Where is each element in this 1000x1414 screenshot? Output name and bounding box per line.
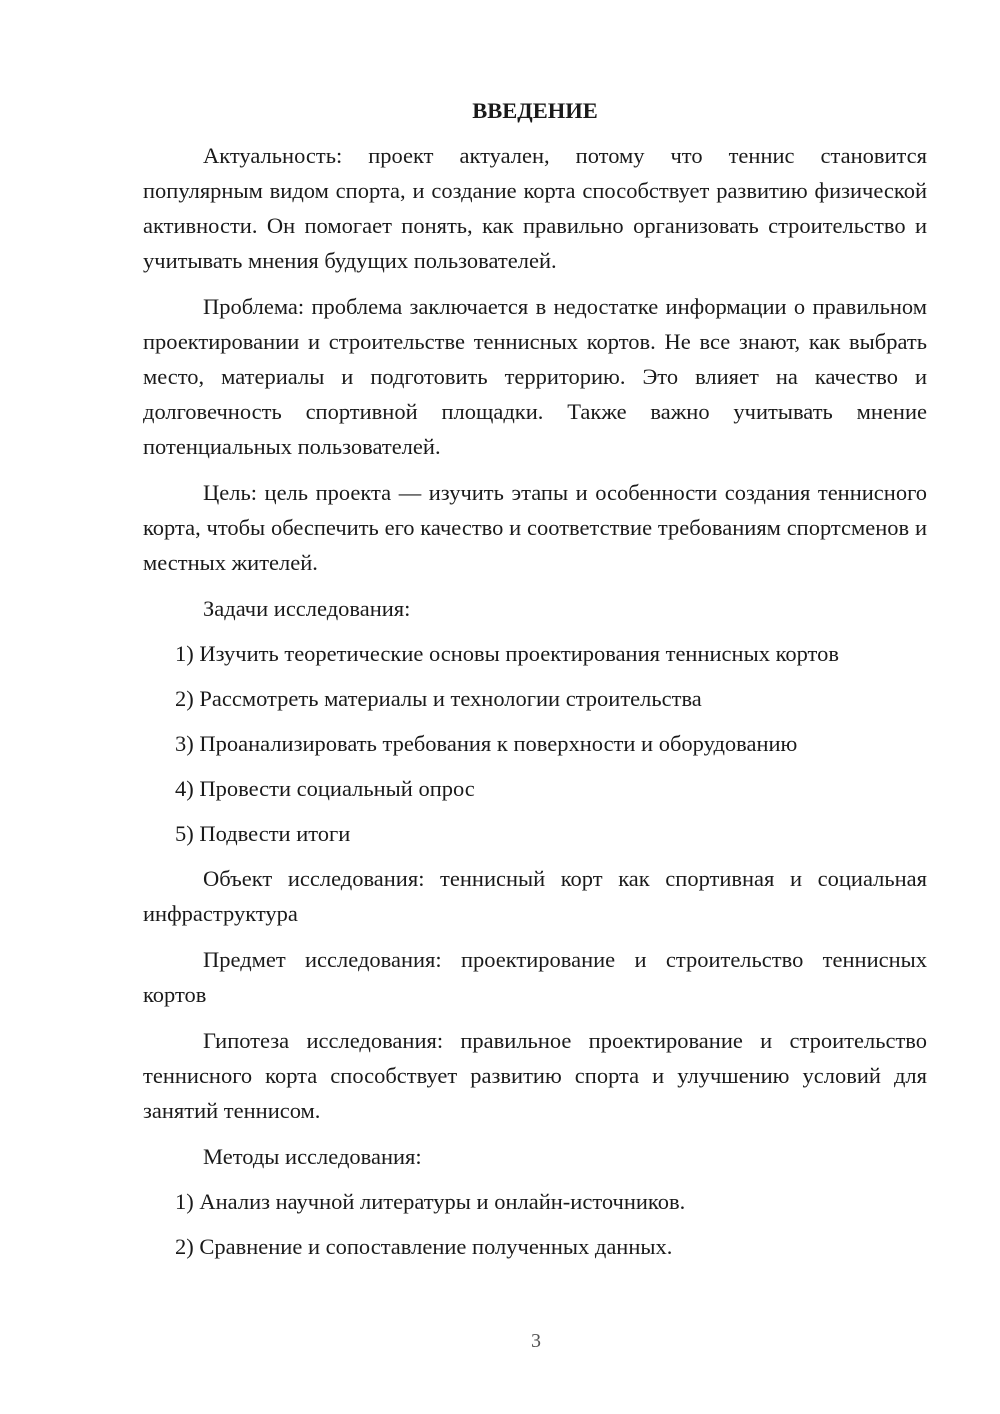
tasks-list [143,636,927,851]
method-item-1: 1) Анализ научной литературы и онлайн-источников. [175,1189,686,1214]
methods-label: Методы исследования: [203,1144,422,1169]
method-item-2: 2) Сравнение и сопоставление полученных данных. [175,1234,673,1259]
page-title: ВВЕДЕНИЕ [472,98,598,123]
task-item-2: 2) Рассмотреть материалы и технологии строительства [175,686,702,711]
task-item-4: 4) Провести социальный опрос [175,776,475,801]
object-paragraph: Объект исследования: теннисный корт как спортивная и социальная инфраструктура [143,866,927,926]
task-item-3: 3) Проанализировать требования к поверхности и оборудованию [175,731,798,756]
tasks-label: Задачи исследования: [203,596,411,621]
task-item-5: 5) Подвести итоги [175,821,351,846]
task-item-1: 1) Изучить теоретические основы проектирования теннисных кортов [175,641,839,666]
relevance-paragraph: Актуальность: проект актуален, потому что теннис становится популярным видом спорта, и создание корта способствует развитию физической активности. Он помогает понять, как правильно организовать строительство и учитывать мнения будущих пользователей. [143,143,927,273]
problem-paragraph: Проблема: проблема заключается в недостатке информации о правильном проектировании и строительстве теннисных кортов. Не все знают, как выбрать место, материалы и подготовить территорию. Это влияет на качество и долговечность спортивной площадки. Также важно учитывать мнение потенциальных пользователей. [143,294,927,459]
page-number: 3 [531,1330,541,1352]
goal-paragraph: Цель: цель проекта — изучить этапы и особенности создания теннисного корта, чтобы обеспечить его качество и соответствие требованиям спортсменов и местных жителей. [143,480,927,575]
subject-paragraph: Предмет исследования: проектирование и строительство теннисных кортов [143,947,927,1007]
methods-list [143,1184,927,1264]
hypothesis-paragraph: Гипотеза исследования: правильное проектирование и строительство теннисного корта способствует развитию спорта и улучшению условий для занятий теннисом. [143,1028,927,1123]
page-content [143,96,927,1274]
